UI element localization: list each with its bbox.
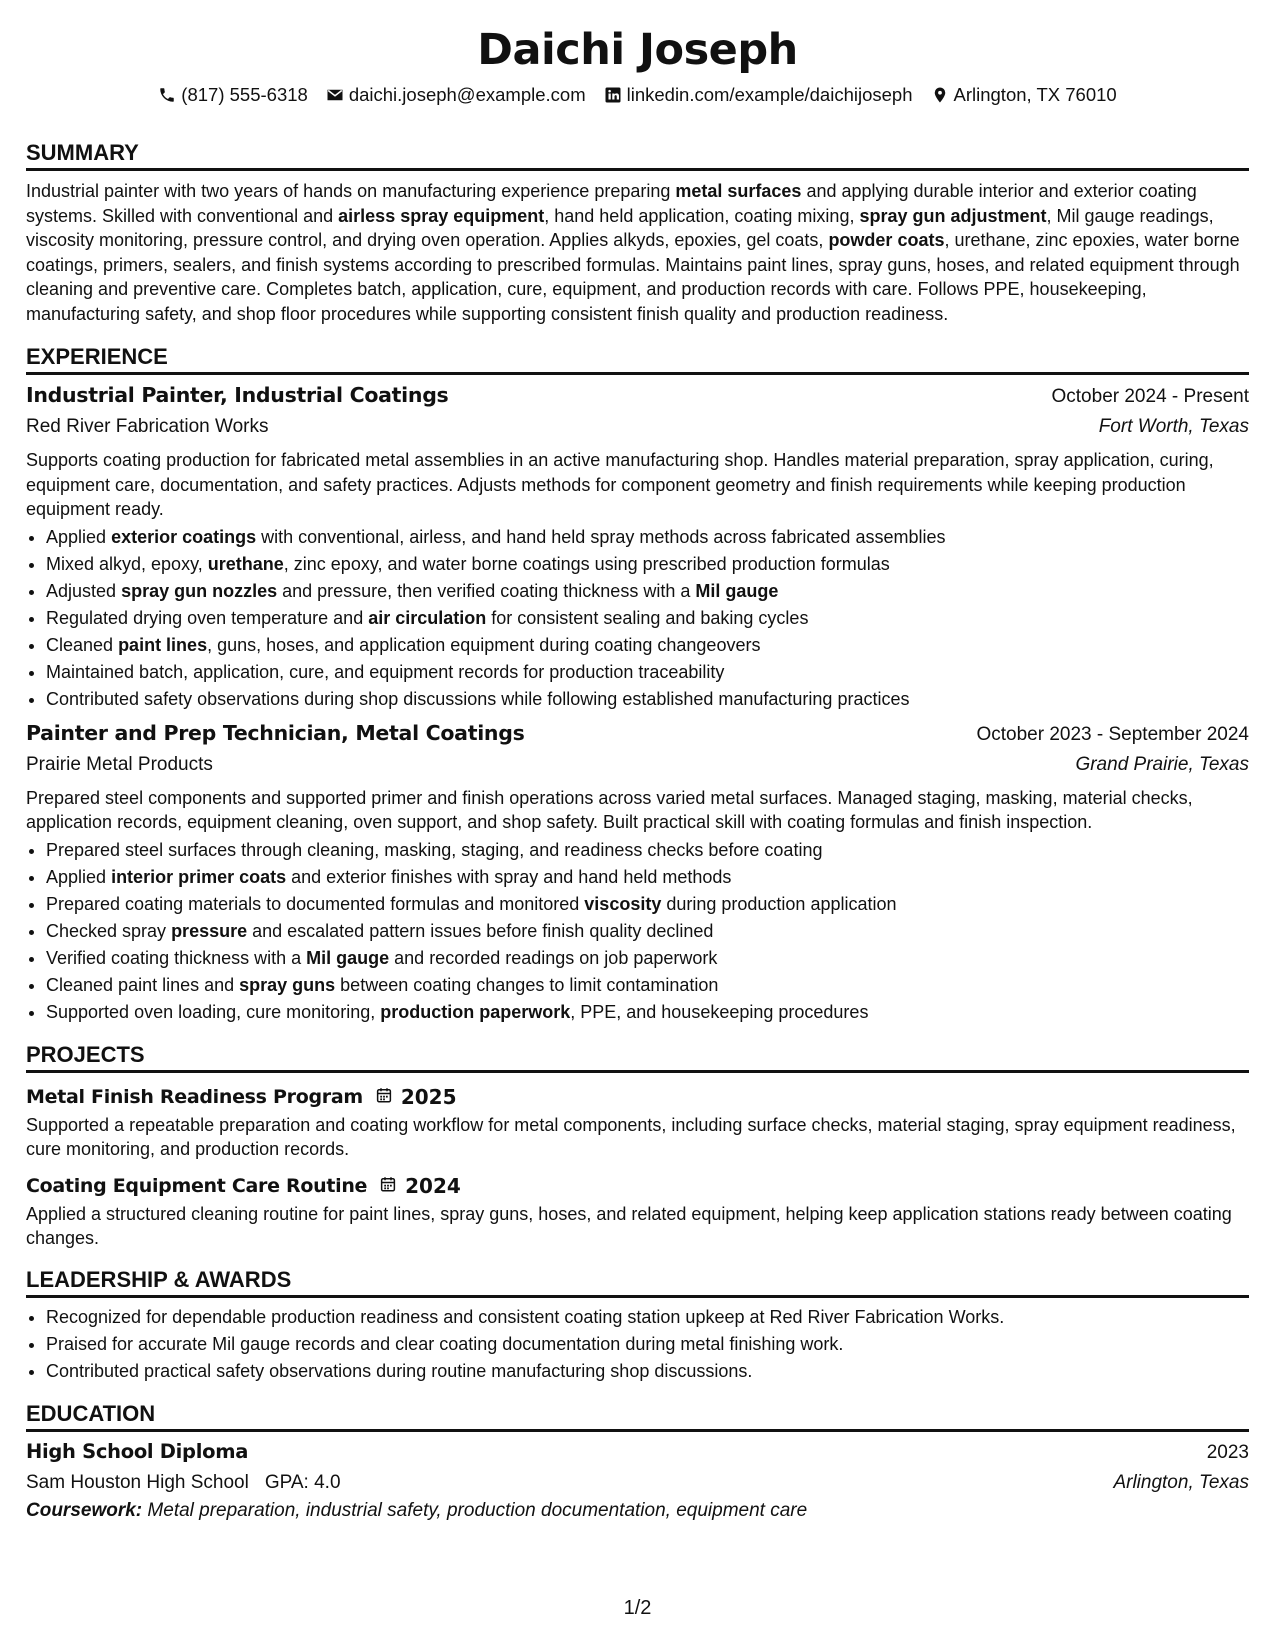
list-item: • Praised for accurate Mil gauge records and clear coating documentation during metal finishing work. bbox=[46, 1331, 1249, 1358]
project-entry bbox=[26, 1083, 1249, 1162]
phone-text: (817) 555-6318 bbox=[181, 84, 308, 105]
job-location: Fort Worth, Texas bbox=[1098, 416, 1249, 437]
section-title-projects: PROJECTS bbox=[26, 1040, 1249, 1073]
linkedin-text: linkedin.com/example/daichijoseph bbox=[626, 84, 913, 105]
list-item: • Prepared steel surfaces through cleaning, masking, staging, and readiness checks before coating bbox=[46, 837, 1249, 864]
project-year: 2025 bbox=[375, 1083, 457, 1111]
leadership-bullets bbox=[26, 1304, 1249, 1385]
job-entry bbox=[26, 383, 1249, 713]
list-item: • Contributed safety observations during shop discussions while following established manufacturing practices bbox=[46, 686, 1249, 713]
project-description: Supported a repeatable preparation and coating workflow for metal components, including surface checks, material staging, spray equipment readiness, cure monitoring, and production records. bbox=[26, 1114, 1236, 1159]
list-item: • Checked spray pressure and escalated pattern issues before finish quality declined bbox=[46, 918, 1249, 945]
project-title: Metal Finish Readiness Program bbox=[26, 1085, 363, 1108]
gpa: GPA: 4.0 bbox=[264, 1471, 341, 1493]
calendar-icon bbox=[379, 1172, 397, 1200]
job-dates: October 2024 - Present bbox=[1051, 386, 1249, 407]
leadership-section bbox=[26, 1265, 1249, 1385]
school-name: Sam Houston High School bbox=[26, 1471, 249, 1493]
phone-icon bbox=[158, 86, 176, 104]
project-description: Applied a structured cleaning routine for paint lines, spray guns, hoses, and related equipment, helping keep application stations ready between coating changes. bbox=[26, 1203, 1232, 1248]
job-dates: October 2023 - September 2024 bbox=[976, 723, 1249, 745]
list-item: • Applied exterior coatings with conventional, airless, and hand held spray methods across fabricated assemblies bbox=[46, 524, 1249, 551]
education-location: Arlington, Texas bbox=[1113, 1471, 1249, 1493]
job-description: Supports coating production for fabricated metal assemblies in an active manufacturing shop. Handles material preparation, spray application, curing, equipment care, documentation, and safety practices. Adjusts methods for component geometry and finish requirements while keeping production equipment ready. bbox=[26, 450, 1214, 519]
page-number: 1/2 bbox=[623, 1597, 652, 1619]
job-title: Industrial Painter, Industrial Coatings bbox=[26, 383, 449, 407]
list-item: • Regulated drying oven temperature and air circulation for consistent sealing and baking cycles bbox=[46, 605, 1249, 632]
calendar-icon bbox=[375, 1083, 393, 1111]
job-company: Red River Fabrication Works bbox=[26, 416, 269, 437]
job-title: Painter and Prep Technician, Metal Coatings bbox=[26, 720, 525, 745]
list-item: • Cleaned paint lines and spray guns between coating changes to limit contamination bbox=[46, 972, 1249, 999]
envelope-icon bbox=[326, 86, 344, 104]
coursework: Coursework: Metal preparation, industrial safety, production documentation, equipment care bbox=[26, 1499, 808, 1521]
job-bullets bbox=[26, 837, 1249, 1026]
job-location: Grand Prairie, Texas bbox=[1075, 753, 1249, 775]
job-bullets bbox=[26, 524, 1249, 713]
section-title-summary: SUMMARY bbox=[26, 138, 1249, 171]
contact-row bbox=[26, 82, 1249, 108]
section-title-education: EDUCATION bbox=[26, 1399, 1249, 1432]
project-year: 2024 bbox=[379, 1172, 461, 1200]
list-item: • Cleaned paint lines, guns, hoses, and application equipment during coating changeovers bbox=[46, 632, 1249, 659]
email-text: daichi.joseph@example.com bbox=[348, 84, 586, 105]
summary-section bbox=[26, 138, 1249, 326]
projects-section bbox=[26, 1040, 1249, 1251]
map-pin-icon bbox=[931, 86, 949, 104]
job-entry bbox=[26, 721, 1249, 1026]
location-text: Arlington, TX 76010 bbox=[953, 84, 1117, 105]
section-title-experience: EXPERIENCE bbox=[26, 342, 1249, 375]
list-item: • Maintained batch, application, cure, and equipment records for production traceability bbox=[46, 659, 1249, 686]
list-item: • Recognized for dependable production readiness and consistent coating station upkeep at Red River Fabrication Works. bbox=[46, 1304, 1249, 1331]
section-title-leadership: LEADERSHIP & AWARDS bbox=[26, 1265, 1249, 1298]
experience-section bbox=[26, 342, 1249, 1026]
education-section bbox=[26, 1399, 1249, 1522]
project-title: Coating Equipment Care Routine bbox=[26, 1174, 368, 1197]
contact-location bbox=[931, 82, 1117, 108]
contact-email[interactable] bbox=[326, 82, 586, 108]
education-year: 2023 bbox=[1206, 1441, 1249, 1463]
job-company: Prairie Metal Products bbox=[26, 753, 213, 775]
list-item: • Applied interior primer coats and exterior finishes with spray and hand held methods bbox=[46, 864, 1249, 891]
list-item: • Adjusted spray gun nozzles and pressure, then verified coating thickness with a Mil gauge bbox=[46, 578, 1249, 605]
degree-title: High School Diploma bbox=[26, 1439, 249, 1463]
candidate-name: Daichi Joseph bbox=[477, 25, 798, 75]
list-item: • Prepared coating materials to documented formulas and monitored viscosity during production application bbox=[46, 891, 1249, 918]
summary-text: Industrial painter with two years of hands on manufacturing experience preparing metal surfaces and applying durable interior and exterior coating systems. Skilled with conventional and airless spray equipment, hand held application, coating mixing, spray gun adjustment, Mil gauge readings, viscosity monitoring, pressure control, and drying oven operation. Applies alkyds, epoxies, gel coats, powder coats, urethane, zinc epoxies, water borne coatings, primers, sealers, and finish systems according to prescribed formulas. Maintains paint lines, spray guns, hoses, and related equipment through cleaning and preventive care. Completes batch, application, cure, equipment, and production records with care. Follows PPE, housekeeping, manufacturing safety, and shop floor procedures while supporting consistent finish quality and production readiness. bbox=[26, 181, 1240, 324]
list-item: • Verified coating thickness with a Mil gauge and recorded readings on job paperwork bbox=[46, 945, 1249, 972]
list-item: • Supported oven loading, cure monitoring, production paperwork, PPE, and housekeeping procedures bbox=[46, 999, 1249, 1026]
job-description: Prepared steel components and supported primer and finish operations across varied metal surfaces. Managed staging, masking, material checks, application records, equipment cleaning, oven support, and shop safety. Built practical skill with coating formulas and finish inspection. bbox=[26, 787, 1193, 832]
linkedin-icon bbox=[604, 86, 622, 104]
list-item: • Mixed alkyd, epoxy, urethane, zinc epoxy, and water borne coatings using prescribed production formulas bbox=[46, 551, 1249, 578]
contact-linkedin[interactable] bbox=[604, 82, 913, 108]
list-item: • Contributed practical safety observations during routine manufacturing shop discussions. bbox=[46, 1358, 1249, 1385]
contact-phone[interactable] bbox=[158, 82, 308, 108]
project-entry bbox=[26, 1172, 1249, 1251]
